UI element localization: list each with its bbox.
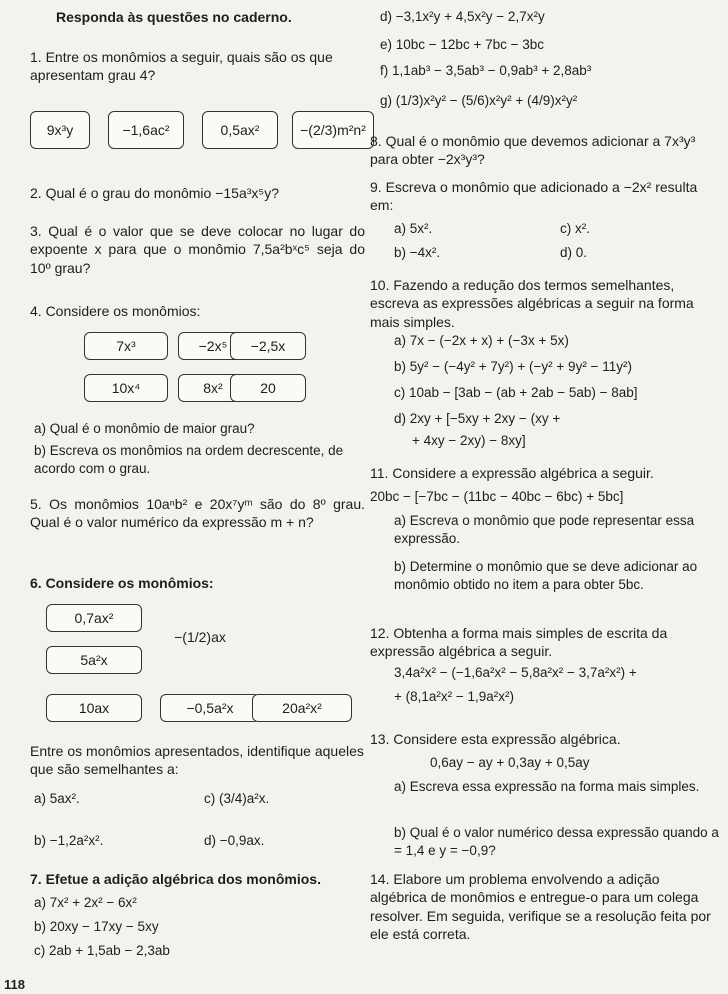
monomial-box: 0,7ax² (46, 604, 142, 632)
question-7e: e) 10bc − 12bc + 7bc − 3bc (380, 37, 544, 52)
question-2: 2. Qual é o grau do monômio −15a³x⁵y? (30, 185, 280, 201)
question-1-text: 1. Entre os monômios a seguir, quais são os que apresentam grau 4? (30, 49, 333, 84)
monomial-box: 0,5ax² (202, 111, 278, 149)
question-13-expression: 0,6ay − ay + 0,3ay + 0,5ay (430, 755, 590, 770)
question-6d: d) −0,9ax. (204, 833, 265, 848)
question-13a: a) Escreva essa expressão na forma mais simples. (394, 779, 700, 794)
question-4a: a) Qual é o monômio de maior grau? (34, 421, 255, 436)
question-3: 3. Qual é o valor que se deve colocar no lugar do expoente x para que o monômio 7,5a²bˣc⁵ seja do 10º grau? (30, 223, 365, 276)
question-10d-line1: d) 2xy + [−5xy + 2xy − (xy + (394, 411, 561, 426)
question-5: 5. Os monômios 10aⁿb² e 20x⁷yᵐ são do 8º grau. Qual é o valor numérico da expressão m + n? (30, 496, 365, 531)
question-13b: b) Qual é o valor numérico dessa expressão quando a = 1,4 e y = −0,9? (394, 825, 719, 858)
monomial-box: 5a²x (46, 646, 142, 674)
question-6a: a) 5ax². (34, 791, 80, 806)
monomial-box: 20 (230, 374, 306, 402)
monomial-box: −2,5x (230, 332, 306, 360)
monomial-box: −(1/2)ax (174, 628, 226, 645)
question-10b: b) 5y² − (−4y² + 7y²) + (−y² + 9y² − 11y²) (394, 359, 632, 374)
question-10a: a) 7x − (−2x + x) + (−3x + 5x) (394, 333, 569, 348)
question-7f: f) 1,1ab³ − 3,5ab³ − 0,9ab³ + 2,8ab³ (380, 63, 592, 78)
question-11-expression: 20bc − [−7bc − (11bc − 40bc − 6bc) + 5bc] (370, 489, 624, 504)
question-11: 11. Considere a expressão algébrica a seguir. (370, 465, 654, 481)
question-10d-line2: + 4xy − 2xy) − 8xy] (412, 433, 526, 448)
monomial-box: 7x³ (84, 332, 168, 360)
question-9d: d) 0. (560, 245, 588, 260)
question-9c: c) x². (560, 221, 590, 236)
question-14: 14. Elabore um problema envolvendo a adição algébrica de monômios e entregue-o para um colega resolver. Em seguida, verifique se a resolução feita por ele está correta. (370, 871, 711, 943)
question-12-expr-line1: 3,4a²x² − (−1,6a²x² − 5,8a²x² − 3,7a²x²) + (394, 665, 637, 680)
question-9: 9. Escreva o monômio que adicionado a −2x² resulta em: (370, 179, 698, 214)
question-7b: b) 20xy − 17xy − 5xy (34, 919, 159, 934)
question-1 (30, 48, 365, 85)
question-6-instruction: Entre os monômios apresentados, identifique aqueles que são semelhantes a: (30, 743, 364, 778)
monomial-box: −2x⁵ (178, 332, 248, 360)
question-6c: c) (3/4)a²x. (204, 791, 270, 806)
question-12-expr-line2: + (8,1a²x² − 1,9a²x²) (394, 689, 515, 704)
question-7: 7. Efetue a adição algébrica dos monômios. (30, 871, 321, 887)
question-10c: c) 10ab − [3ab − (ab + 2ab − 5ab) − 8ab] (394, 385, 638, 400)
question-8: 8. Qual é o monômio que devemos adicionar a 7x³y³ para obter −2x³y³? (370, 133, 696, 168)
question-7c: c) 2ab + 1,5ab − 2,3ab (34, 943, 170, 958)
page-header: Responda às questões no caderno. (56, 9, 292, 25)
monomial-box: 10ax (46, 694, 142, 722)
question-4: 4. Considere os monômios: (30, 303, 201, 319)
question-6: 6. Considere os monômios: (30, 575, 214, 591)
page-number: 118 (4, 977, 25, 992)
question-7g: g) (1/3)x²y² − (5/6)x²y² + (4/9)x²y² (380, 93, 578, 108)
monomial-box: 10x⁴ (84, 374, 168, 402)
question-11b: b) Determine o monômio que se deve adicionar ao monômio obtido no item a para obter 5bc. (394, 559, 698, 592)
monomial-box: −(2/3)m²n² (292, 111, 374, 149)
monomial-box: 8x² (178, 374, 248, 402)
question-7d: d) −3,1x²y + 4,5x²y − 2,7x²y (380, 9, 545, 24)
question-9b: b) −4x². (394, 245, 441, 260)
monomial-box: −1,6ac² (108, 111, 184, 149)
question-12: 12. Obtenha a forma mais simples de escrita da expressão algébrica a seguir. (370, 625, 668, 660)
question-13: 13. Considere esta expressão algébrica. (370, 731, 621, 747)
monomial-box: 20a²x² (252, 694, 352, 722)
question-11a: a) Escreva o monômio que pode representar essa expressão. (394, 513, 695, 546)
question-4b: b) Escreva os monômios na ordem decrescente, de acordo com o grau. (34, 443, 344, 476)
question-10: 10. Fazendo a redução dos termos semelhantes, escreva as expressões algébricas a seguir na forma mais simples. (370, 277, 694, 330)
question-6b: b) −1,2a²x². (34, 833, 104, 848)
question-9a: a) 5x². (394, 221, 433, 236)
monomial-box: −0,5a²x (160, 694, 260, 722)
monomial-box: 9x³y (30, 111, 90, 149)
question-7a: a) 7x² + 2x² − 6x² (34, 895, 137, 910)
